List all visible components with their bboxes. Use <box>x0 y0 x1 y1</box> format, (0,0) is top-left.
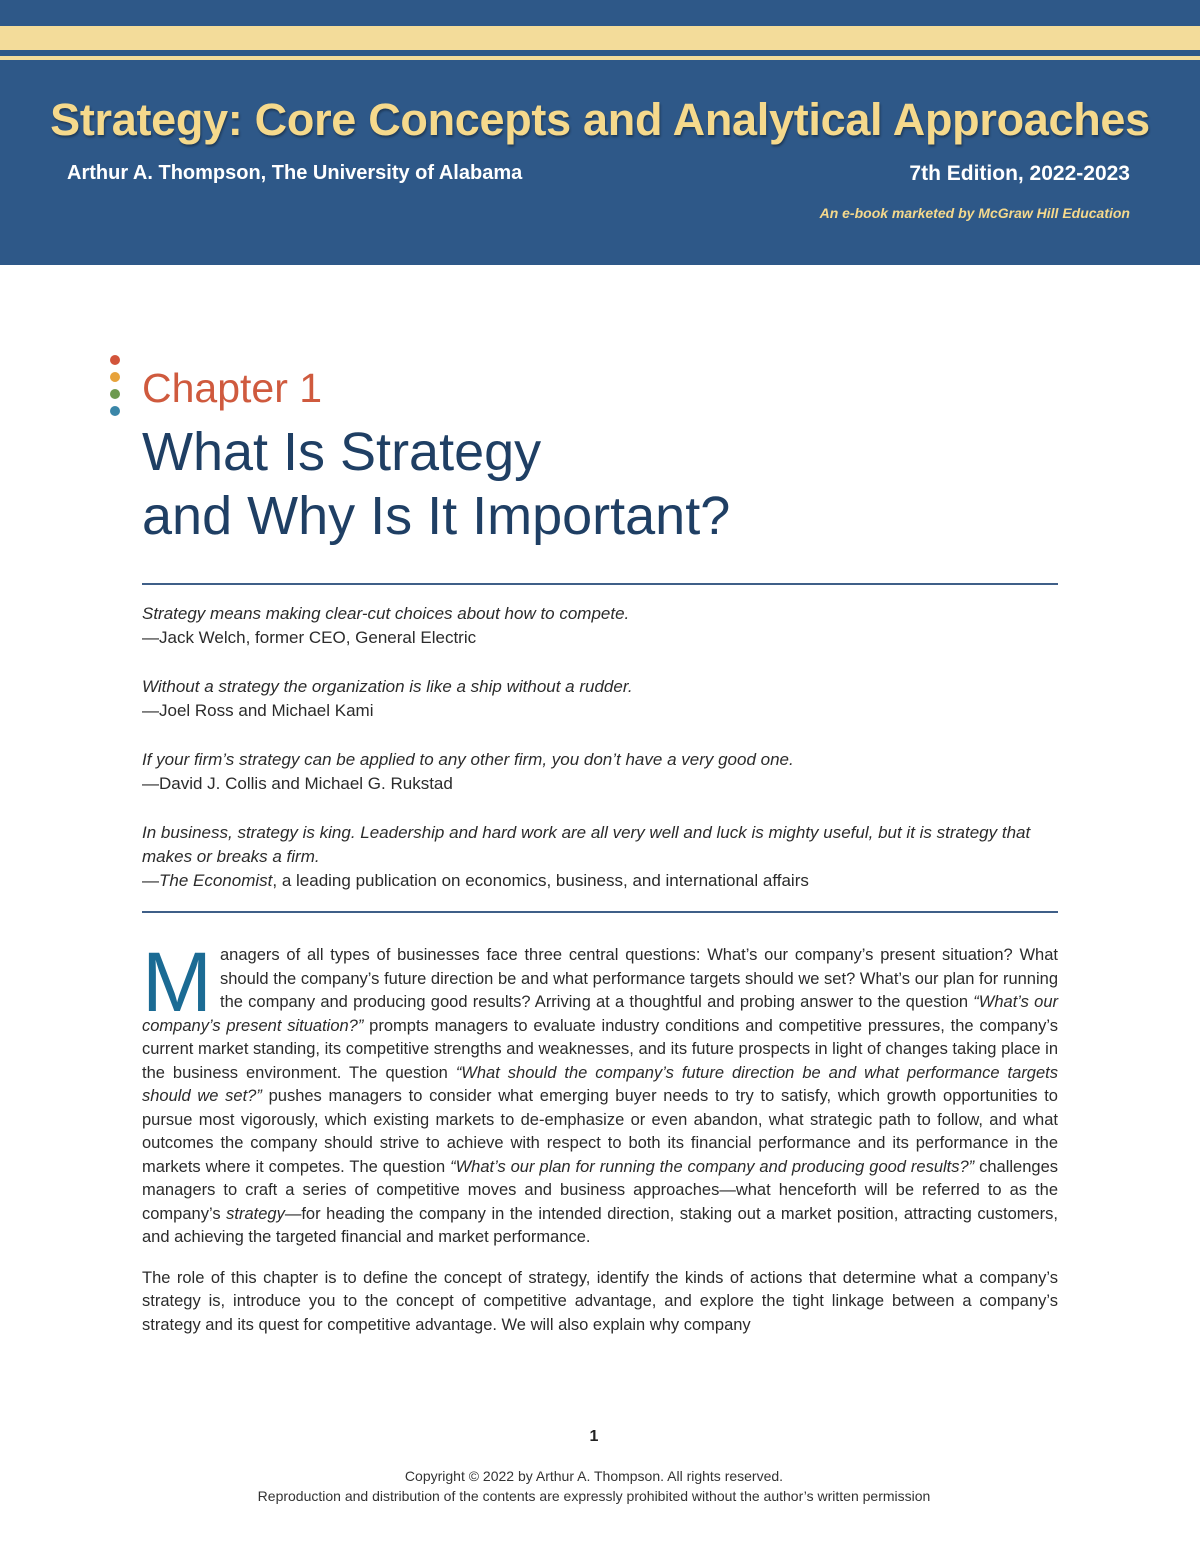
header-gold-thin-stripe <box>0 56 1200 60</box>
intro-paragraph <box>142 935 1059 1250</box>
chapter-label: Chapter 1 <box>142 365 323 411</box>
chapter-title <box>142 420 730 548</box>
copyright-line: Copyright © 2022 by Arthur A. Thompson. All rights reserved. <box>404 1468 784 1484</box>
epigraph-attribution: —The Economist, a leading publication on economics, business, and international affairs <box>142 871 809 890</box>
epigraph-quote: Without a strategy the organization is like a ship without a rudder. <box>142 677 633 696</box>
paragraph-text-segment: pushes managers to consider what emerging buyer needs to try to satisfy, which growth opportunities to pursue most vigorously, which existing markets to de-emphasize or even abandon, what strategic path to follow, and what outcomes the company should strive to achieve with respect to both its financial performance and its performance in the markets where it competes. The question <box>142 1087 1058 1176</box>
epigraph-attribution: —Joel Ross and Michael Kami <box>142 701 374 720</box>
body-paragraph: The role of this chapter is to define the concept of strategy, identify the kinds of actions that determine what a company’s strategy is, introduce you to the concept of competitive advantage, and explore the tight linkage between a company’s strategy and its quest for competitive advantage. We will also explain why company <box>142 1268 1058 1334</box>
emphasized-text: “What’s our company’s present situation?” <box>142 993 1058 1035</box>
chapter-title-line-1: What Is Strategy <box>142 422 542 482</box>
book-author: Arthur A. Thompson, The University of Alabama <box>67 162 523 184</box>
page-number: 1 <box>589 1428 599 1445</box>
drop-cap: M <box>142 935 212 1029</box>
emphasized-text: “What should the company’s future direction be and what performance targets should we set?” <box>142 1063 1058 1105</box>
chapter-body <box>142 935 1059 1354</box>
epigraph-quote: Strategy means making clear-cut choices about how to compete. <box>142 604 630 623</box>
epigraph <box>142 748 1058 796</box>
book-header-banner <box>0 0 1200 265</box>
epigraph-quote: If your firm’s strategy can be applied to any other firm, you don’t have a very good one. <box>142 750 794 769</box>
intro-paragraph-text <box>142 935 1059 1246</box>
epigraph-attribution: —David J. Collis and Michael G. Rukstad <box>142 774 453 793</box>
red-dot <box>110 355 120 365</box>
copyright-notice <box>0 1466 1188 1506</box>
epigraph-section <box>142 602 1058 918</box>
attribution-rest: , a leading publication on economics, business, and international affairs <box>272 871 809 890</box>
emphasized-text: strategy <box>226 1204 285 1223</box>
epigraph <box>142 602 1058 650</box>
book-title: Strategy: Core Concepts and Analytical Approaches <box>50 94 1150 145</box>
paragraph-text-segment: challenges managers to craft a series of competitive moves and business approaches—what henceforth will be referred to as the company’s <box>142 1157 1059 1223</box>
paragraph-text-segment: —for heading the company in the intended direction, staking out a market position, attracting customers, and achieving the targeted financial and market performance. <box>142 1204 1059 1246</box>
header-gold-stripe <box>0 26 1200 50</box>
book-edition: 7th Edition, 2022-2023 <box>909 162 1130 185</box>
orange-dot <box>110 372 120 382</box>
epigraph <box>142 821 1058 893</box>
epigraph-quote: In business, strategy is king. Leadership and hard work are all very well and luck is mighty useful, but it is strategy that makes or breaks a firm. <box>142 823 1031 866</box>
blue-dot <box>110 406 120 416</box>
epigraph-bottom-rule <box>142 911 1058 913</box>
attribution-source: The Economist <box>159 871 273 890</box>
epigraph <box>142 675 1058 723</box>
reproduction-notice: Reproduction and distribution of the contents are expressly prohibited without the author’s written permission <box>257 1488 931 1504</box>
epigraph-attribution: —Jack Welch, former CEO, General Electric <box>142 628 477 647</box>
emphasized-text: “What’s our plan for running the company and producing good results?” <box>450 1157 975 1176</box>
paragraph-text-segment: anagers of all types of businesses face three central questions: What’s our company’s present situation? What should the company’s future direction be and what performance targets should we set? What’s our plan for running the company and producing good results? Arriving at a thoughtful and probing answer to the question <box>219 946 1058 1011</box>
chapter-dots-ornament <box>110 355 122 417</box>
paragraph-text-segment: prompts managers to evaluate industry conditions and competitive pressures, the company’s current market standing, its competitive strengths and weaknesses, and its future prospects in light of changes taking place in the business environment. The question <box>142 1016 1058 1082</box>
epigraph-top-rule <box>142 583 1058 585</box>
publisher-note: An e-book marketed by McGraw Hill Education <box>819 205 1130 221</box>
chapter-title-line-2: and Why Is It Important? <box>142 486 731 546</box>
green-dot <box>110 389 120 399</box>
